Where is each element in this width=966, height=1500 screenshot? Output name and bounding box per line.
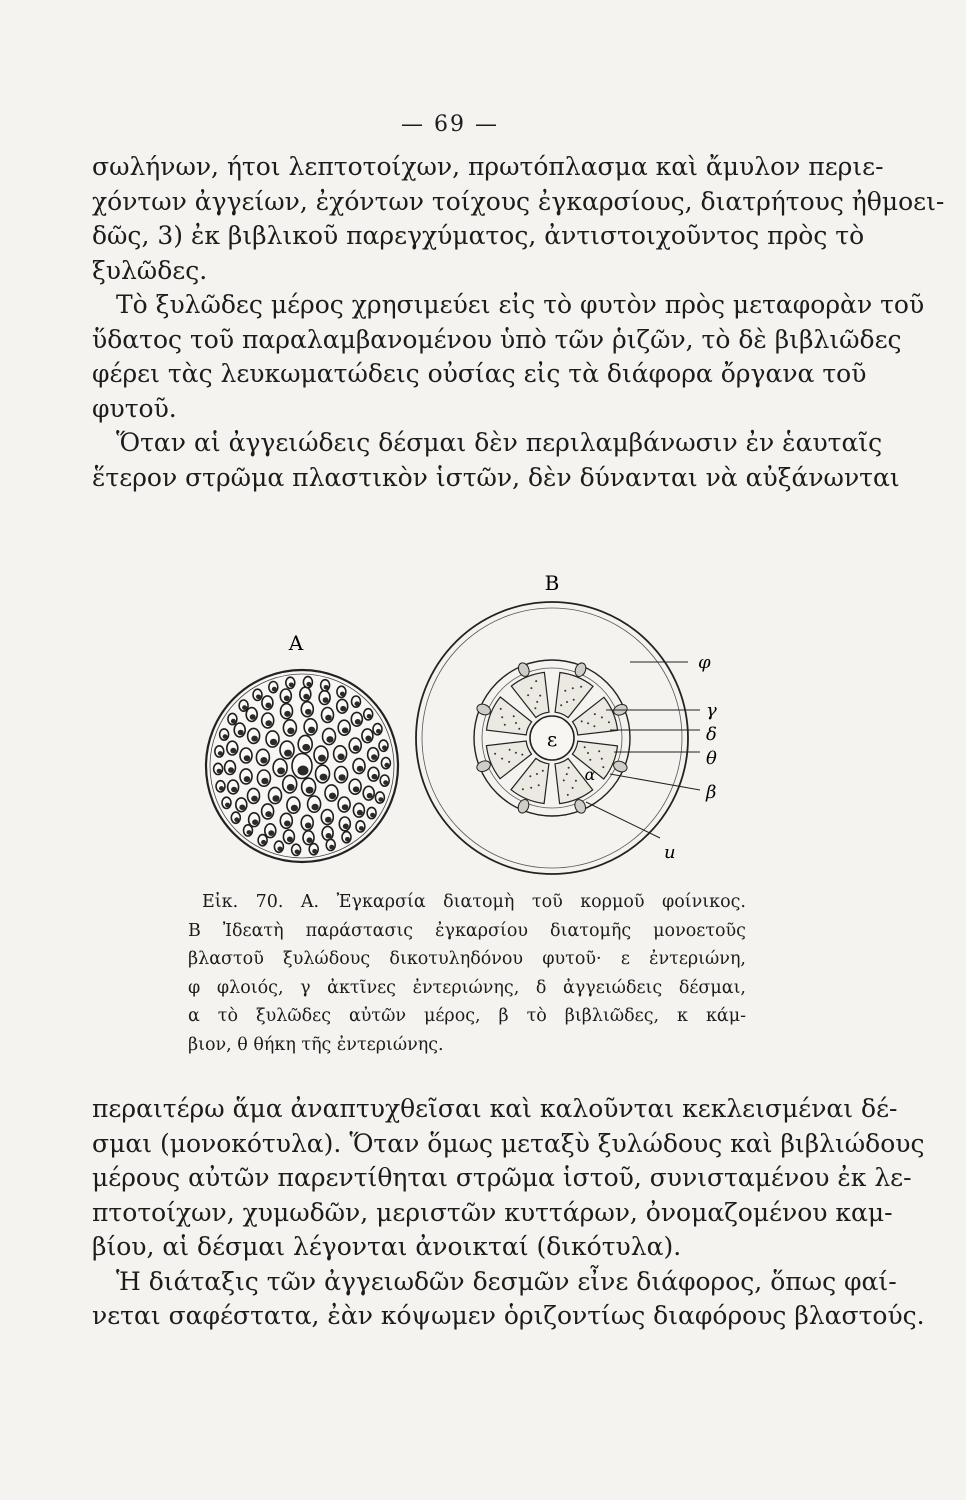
bundle-core: [365, 736, 371, 742]
bundle-core: [284, 821, 291, 827]
xylem-dot: [587, 722, 589, 724]
bundle-core: [219, 786, 224, 791]
bundle-core: [384, 763, 389, 768]
xylem-dot: [567, 794, 569, 796]
bundle-core: [228, 767, 234, 773]
bundle-core: [260, 757, 267, 764]
pointer-label-beta: β: [706, 782, 717, 803]
text-line: νεται σαφέστατα, ἐὰν κόψωμεν ὁριζοντίως διαφόρους βλαστούς.: [92, 1301, 925, 1330]
bundle-core: [342, 804, 349, 810]
xylem-dot: [501, 758, 503, 760]
bundle-core: [289, 683, 294, 688]
xylem-dot: [542, 770, 544, 772]
text-line: περαιτέρω ἅμα ἀναπτυχθεῖσαι καὶ καλοῦνται κεκλεισμέναι δέ-: [92, 1094, 898, 1123]
xylem-dot: [535, 680, 537, 682]
bundle-core: [355, 701, 360, 706]
bundle-core: [287, 728, 294, 735]
xylem-dot: [568, 767, 570, 769]
pointer-label-theta: θ: [706, 748, 717, 769]
xylem-dot: [563, 779, 565, 781]
pith-label: ε: [546, 727, 558, 751]
bundle-core: [367, 793, 373, 799]
xylem-dot: [522, 788, 524, 790]
text-line: σωλήνων, ήτοι λεπτοτοίχων, πρωτόπλασμα καὶ ἄμυλον περιε-: [92, 152, 884, 181]
bundle-core: [252, 819, 258, 825]
caption-line: φ φλοιός, γ ἀκτῖνες ἐντεριώνης, δ ἀγγειώδεις δέσμαι,: [188, 977, 746, 998]
bundle-core: [277, 847, 282, 852]
bundle-core: [284, 750, 292, 757]
caption-line: βλαστοῦ ξυλώδους δικοτυληδόνου φυτοῦ· ε ἐντεριώνη,: [188, 949, 746, 969]
xylem-dot: [504, 724, 506, 726]
bundle-core: [298, 766, 309, 776]
figure-70: [190, 570, 750, 890]
bundle-core: [287, 837, 293, 843]
xylem-dot: [575, 780, 577, 782]
bundle-core: [244, 776, 251, 782]
bundle-core: [323, 697, 329, 703]
text-line: φυτοῦ.: [92, 393, 177, 423]
xylem-dot: [566, 773, 568, 775]
bundle-core: [270, 739, 277, 746]
bundle-core: [261, 840, 266, 845]
bundle-core: [371, 754, 377, 760]
text-line: πτοτοίχων, χυμωδῶν, μεριστῶν κυττάρων, ὀνομαζομένου καμ-: [92, 1197, 893, 1227]
bundle-core: [329, 793, 336, 800]
bundle-core: [372, 774, 378, 780]
bundle-core: [302, 744, 310, 751]
text-line: ὕδατος τοῦ παραλαμβανομένου ὑπὸ τῶν ῥιζῶν, τὸ δὲ βιβλιῶδες: [92, 324, 902, 354]
xylem-dot: [589, 759, 591, 761]
bundle-core: [340, 692, 345, 697]
bundle-core: [357, 810, 363, 816]
caption-line: Β Ἰδεατὴ παράστασις ἐγκαρσίου διατομῆς μονοετοῦς: [188, 920, 746, 941]
bundle-core: [284, 711, 291, 717]
xylem-dot: [608, 721, 610, 723]
bundle-core: [338, 754, 345, 761]
bundle-core: [234, 817, 239, 822]
xylem-dot: [584, 746, 586, 748]
bundle-core: [359, 826, 364, 831]
bundle-core: [238, 730, 244, 736]
bundle-core: [376, 729, 381, 734]
bundle-core: [230, 748, 236, 754]
bundle-core: [250, 714, 256, 720]
xylem-dot: [602, 766, 604, 768]
xylem-dot: [598, 750, 600, 752]
xylem-dot: [518, 728, 520, 730]
text-line: δῶς, 3) ἐκ βιβλικοῦ παρεγχύματος, ἀντιστοιχοῦντος πρὸς τὸ: [92, 221, 865, 250]
bundle-core: [353, 786, 360, 792]
pointer-label-delta: δ: [706, 724, 717, 745]
bundle-core: [325, 817, 332, 823]
bundle-core: [244, 755, 251, 761]
pointer-label-gamma: γ: [706, 700, 717, 721]
xylem-dot: [530, 687, 532, 689]
text-line: βίου, αἱ δέσμαι λέγονται ἀνοικταί (δικότυλα).: [92, 1232, 682, 1261]
bundle-core: [231, 787, 237, 793]
bundle-core: [223, 734, 228, 739]
bundle-core: [303, 694, 309, 700]
bundle-core: [307, 837, 313, 843]
text-line: μέρους αὐτῶν παρεντίθηται στρῶμα ἱστοῦ, συνισταμένου ἐκ λε-: [92, 1163, 912, 1192]
text-line: χόντων ἀγγείων, ἐχόντων τοίχους ἐγκαρσίους, διατρήτους ἠθμοει-: [92, 186, 945, 216]
bundle-core: [340, 706, 346, 712]
xylem-dot: [515, 722, 517, 724]
xylem-dot: [601, 716, 603, 718]
bundle-core: [306, 682, 311, 687]
xylem-dot: [580, 686, 582, 688]
xylem-dot: [572, 687, 574, 689]
figure-a-label: A: [288, 631, 304, 655]
bundle-core: [308, 727, 315, 734]
bundle-core: [231, 719, 236, 724]
bundle-core: [325, 715, 332, 721]
bundle-core: [218, 751, 223, 756]
text-line: σμαι (μονοκότυλα). Ὅταν ὅμως μεταξὺ ξυλώδους καὶ βιβλιώδους: [92, 1128, 925, 1158]
xylem-dot: [521, 754, 523, 756]
bundle-core: [305, 709, 312, 715]
top-paragraph: [92, 150, 945, 495]
xylem-dot: [573, 699, 575, 701]
pointer-label-u: u: [664, 842, 676, 863]
xylem-dot: [513, 715, 515, 717]
xylem-dot: [581, 720, 583, 722]
xylem-dot: [508, 761, 510, 763]
xylem-dot: [564, 690, 566, 692]
xylem-dot: [601, 758, 603, 760]
text-line: ξυλῶδες.: [92, 255, 208, 285]
xylem-dot: [536, 773, 538, 775]
bundle-core: [382, 745, 387, 750]
bundle-core: [343, 824, 349, 830]
xylem-dot: [501, 716, 503, 718]
caption-line: βιον, θ θήκη τῆς ἐντεριώνης.: [188, 1034, 444, 1055]
text-line: φέρει τὰς λευκωματώδεις οὐσίας εἰς τὰ διάφορα ὄργανα τοῦ: [92, 359, 867, 388]
bundle-core: [247, 830, 252, 835]
bundle-core: [320, 774, 328, 781]
bundle-core: [251, 796, 258, 802]
bundle-core: [383, 780, 388, 785]
xylem-dot: [534, 707, 536, 709]
bundle-core: [217, 769, 222, 774]
bundle-core: [272, 687, 277, 692]
figure-b-stem-section: [416, 571, 717, 874]
bundle-core: [265, 703, 271, 709]
bundle-core: [242, 705, 247, 710]
figure-a-palm-section: [206, 631, 398, 862]
bundle-core: [256, 695, 261, 700]
bundle-core: [324, 685, 329, 690]
pointer-label-phi: φ: [698, 652, 711, 673]
xylem-dot: [536, 701, 538, 703]
bundle-core: [261, 778, 268, 785]
page-number: — 69 —: [401, 112, 499, 137]
text-line: Ὅταν αἱ ἀγγειώδεις δέσμαι δὲν περιλαμβάνωσιν ἐν ἑαυταῖς: [116, 428, 883, 457]
bundle-core: [251, 736, 258, 742]
bundle-core: [312, 804, 319, 811]
bundle-core: [295, 850, 300, 855]
bundle-core: [272, 795, 279, 802]
bundle-core: [265, 811, 272, 817]
bundle-core: [345, 837, 350, 842]
bundle-core: [268, 830, 274, 836]
bundle-core: [305, 823, 312, 829]
xylem-dot: [538, 784, 540, 786]
xylem-dot: [593, 725, 595, 727]
xylem-dot: [566, 701, 568, 703]
bundle-core: [312, 849, 317, 854]
bundle-core: [329, 845, 334, 850]
bundle-core: [353, 745, 360, 751]
xylem-dot: [515, 752, 517, 754]
bundle-core: [287, 784, 295, 791]
bundle-core: [291, 805, 298, 812]
bottom-paragraph: [92, 1092, 925, 1334]
xylem-dot: [594, 713, 596, 715]
bundle-core: [318, 755, 326, 762]
text-line: ἕτερον στρῶμα πλαστικὸν ἱστῶν, δὲν δύνανται νὰ αὐξάνωνται: [92, 462, 900, 492]
xylem-dot: [529, 775, 531, 777]
bundle-core: [378, 797, 383, 802]
bundle-core: [357, 766, 364, 772]
xylem-dot: [500, 708, 502, 710]
xylem-label: α: [584, 765, 596, 784]
figure-caption: [188, 888, 746, 1059]
text-line: Τὸ ξυλῶδες μέρος χρησιμεύει εἰς τὸ φυτὸν πρὸς μεταφορὰν τοῦ: [116, 290, 925, 319]
bundle-core: [339, 774, 346, 781]
bundle-core: [284, 696, 290, 702]
bundle-core: [306, 787, 314, 794]
bundle-core: [225, 803, 230, 808]
bundle-core: [277, 767, 285, 774]
bundle-core: [342, 727, 349, 733]
bundle-core: [370, 813, 375, 818]
bundle-core: [367, 714, 372, 719]
bundle-core: [326, 736, 333, 743]
caption-line: α τὸ ξυλῶδες αὐτῶν μέρος, β τὸ βιβλιῶδες, κ κάμ-: [188, 1006, 746, 1026]
figure-b-label: B: [544, 571, 560, 595]
xylem-dot: [494, 753, 496, 755]
text-line: Ἡ διάταξις τῶν ἀγγειωδῶν δεσμῶν εἶνε διάφορος, ὅπως φαί-: [116, 1266, 897, 1296]
xylem-dot: [587, 752, 589, 754]
xylem-dot: [560, 704, 562, 706]
bundle-core: [239, 805, 245, 811]
xylem-dot: [572, 787, 574, 789]
caption-line: Εἰκ. 70. Α. Ἐγκαρσία διατομὴ τοῦ κορμοῦ φοίνικος.: [202, 892, 746, 912]
xylem-dot: [530, 787, 532, 789]
bundle-core: [355, 719, 361, 725]
xylem-dot: [527, 694, 529, 696]
bundle-core: [265, 720, 272, 726]
xylem-dot: [509, 749, 511, 751]
xylem-dot: [539, 695, 541, 697]
bundle-core: [326, 833, 332, 839]
